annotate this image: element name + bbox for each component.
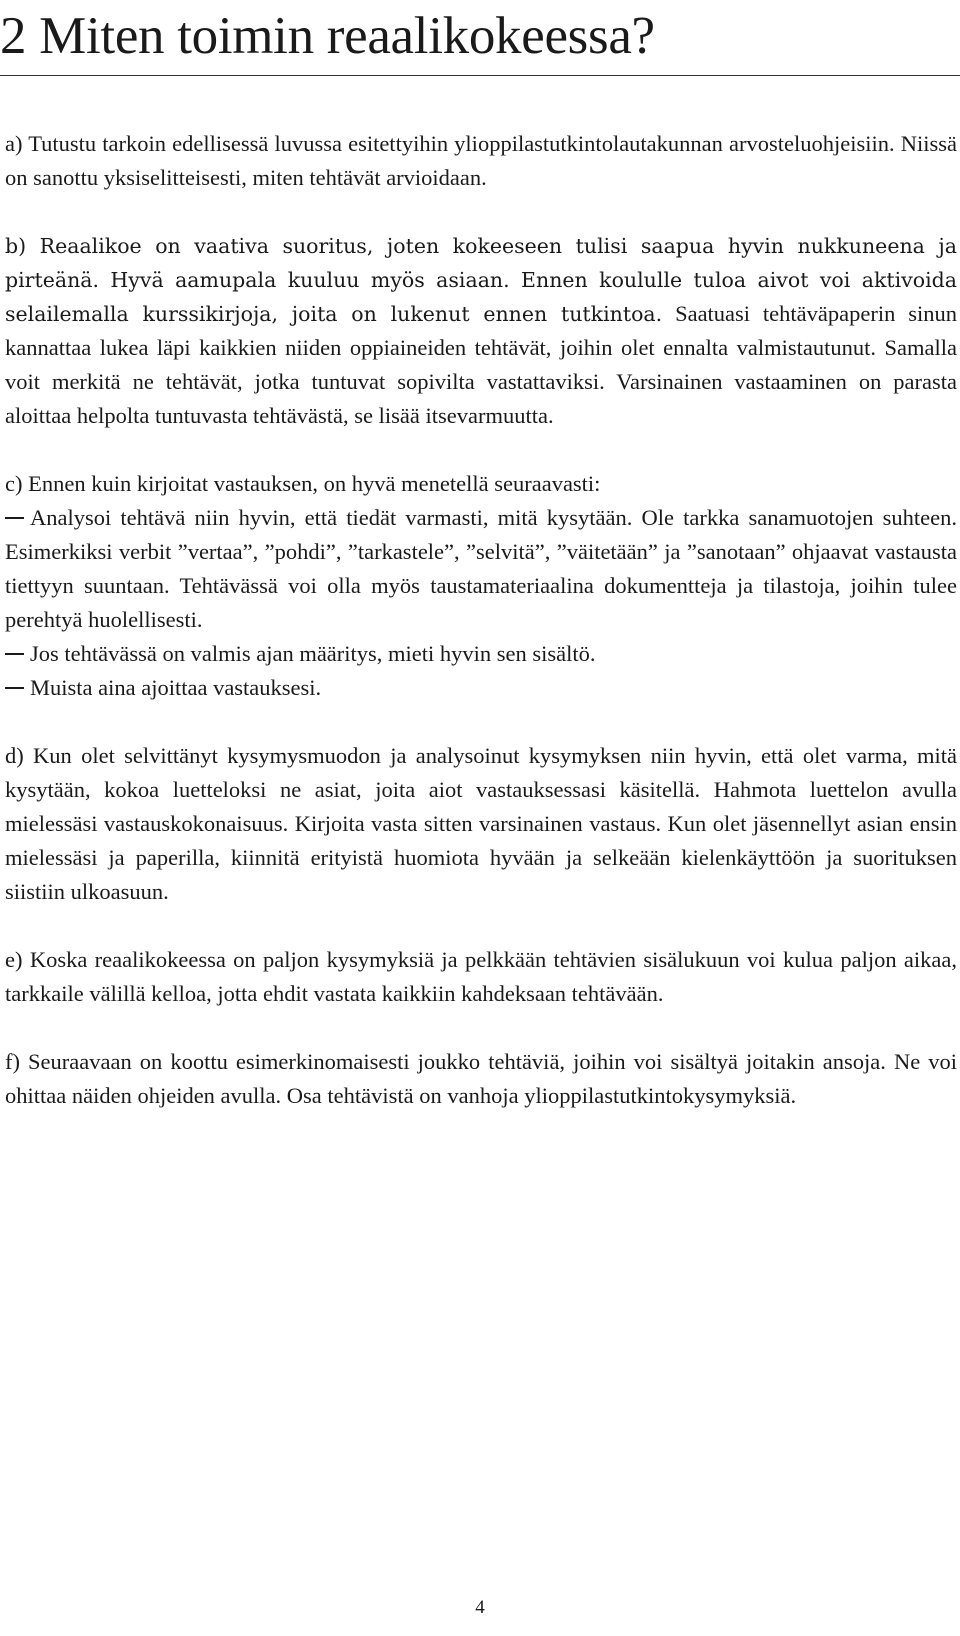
list-item	[5, 671, 957, 705]
paragraph-c-intro: c) Ennen kuin kirjoitat vastauksen, on hyvä menetellä seuraavasti:	[5, 471, 601, 496]
dash-bullet-icon	[5, 687, 24, 689]
paragraph-b-serif-part: Saatuasi tehtäväpaperin sinun kannattaa lukea läpi kaikkien niiden oppiaineiden tehtävät, joihin olet ennalta valmistautunut. Samalla voit merkitä ne tehtävät, jotka tuntuvat sopivilta vastattaviksi. Varsinainen vastaaminen on parasta aloittaa helpolta tuntuvasta tehtävästä, se lisää itsevarmuutta.	[5, 301, 957, 428]
list-item-text: Jos tehtävässä on valmis ajan määritys, mieti hyvin sen sisältö.	[30, 641, 596, 666]
chapter-title: 2 Miten toimin reaalikokeessa?	[0, 7, 655, 65]
page-number: 4	[475, 1597, 485, 1618]
paragraph-d: d) Kun olet selvittänyt kysymysmuodon ja analysoinut kysymyksen niin hyvin, että olet varma, mitä kysytään, kokoa luetteloksi ne asiat, joita aiot vastauksessasi käsitellä. Hahmota luettelon avulla mielessäsi vastauskokonaisuus. Kirjoita vasta sitten varsinainen vastaus. Kun olet jäsennellyt asian ensin mielessäsi ja paperilla, kiinnitä erityistä huomiota hyvään ja selkeään kielenkäyttöön ja suorituksen siistiin ulkoasuun.	[5, 743, 957, 904]
paragraph-b	[5, 229, 957, 433]
document-body	[5, 127, 957, 1147]
paragraph-a: a) Tutustu tarkoin edellisessä luvussa esitettyihin ylioppilastutkintolautakunnan arvosteluohjeisiin. Niissä on sanottu yksiselitteisesti, miten tehtävät arvioidaan.	[5, 131, 957, 190]
list-item	[5, 637, 957, 671]
title-divider	[0, 75, 960, 76]
paragraph-e: e) Koska reaalikokeessa on paljon kysymyksiä ja pelkkään tehtävien sisälukuun voi kulua paljon aikaa, tarkkaile välillä kelloa, jotta ehdit vastata kaikkiin kahdeksaan tehtävään.	[5, 947, 957, 1006]
paragraph-f: f) Seuraavaan on koottu esimerkinomaisesti joukko tehtäviä, joihin voi sisältyä joitakin ansoja. Ne voi ohittaa näiden ohjeiden avulla. Osa tehtävistä on vanhoja ylioppilastutkintokysymyksiä.	[5, 1049, 957, 1108]
dash-bullet-icon	[5, 517, 24, 519]
paragraph-b-sans-part: b) Reaalikoe on vaativa suoritus, joten kokeeseen tulisi saapua hyvin nukkuneena ja pirteänä. Hyvä aamupala kuuluu myös asiaan. Ennen koululle tuloa aivot voi aktivoida selailemalla kurssikirjoja, joita on lukenut ennen tutkintoa.	[5, 234, 957, 326]
list-item-text: Muista aina ajoittaa vastauksesi.	[30, 675, 322, 700]
list-item	[5, 501, 957, 637]
paragraph-c	[5, 467, 957, 705]
dash-bullet-icon	[5, 653, 24, 655]
list-item-text: Analysoi tehtävä niin hyvin, että tiedät varmasti, mitä kysytään. Ole tarkka sanamuotojen suhteen. Esimerkiksi verbit ”vertaa”, ”pohdi”, ”tarkastele”, ”selvitä”, ”väitetään” ja ”sanotaan” ohjaavat vastausta tiettyyn suuntaan. Tehtävässä voi olla myös taustamateriaalina dokumentteja ja tilastoja, joihin tulee perehtyä huolellisesti.	[5, 505, 957, 632]
